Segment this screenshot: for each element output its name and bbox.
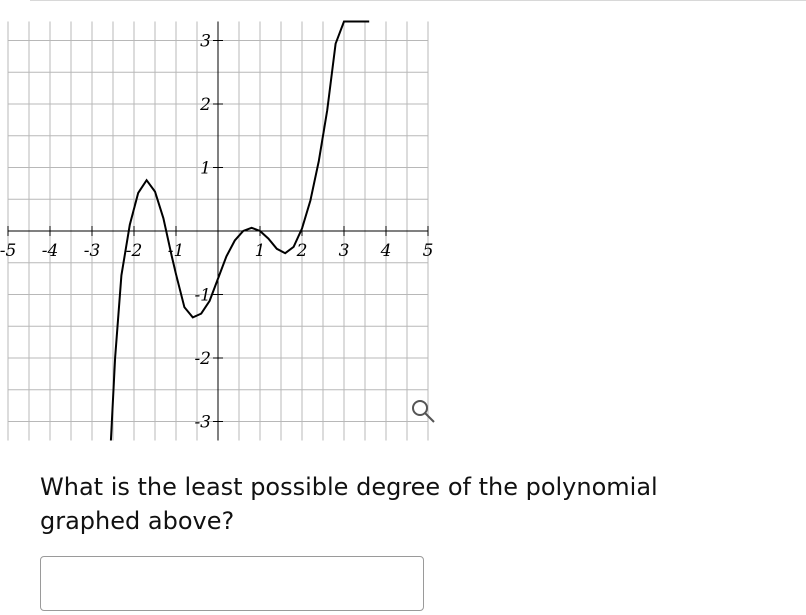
y-tick-label: 1 — [200, 158, 211, 179]
x-tick-label: -4 — [41, 241, 59, 261]
question-text — [40, 470, 740, 538]
tick-labels — [0, 32, 433, 433]
x-tick-label: -3 — [83, 241, 101, 261]
question-line-1: What is the least possible degree of the polynomial — [40, 473, 658, 501]
magnifier-icon[interactable] — [413, 401, 434, 422]
x-tick-label: 5 — [422, 241, 434, 261]
y-tick-label: -1 — [194, 285, 211, 306]
x-tick-label: 1 — [254, 241, 266, 261]
x-tick-label: -2 — [125, 241, 143, 261]
x-tick-label: -1 — [167, 241, 185, 261]
x-tick-label: 3 — [338, 241, 350, 261]
x-tick-label: 4 — [380, 241, 392, 261]
y-tick-label: 2 — [200, 95, 211, 115]
x-tick-label: -5 — [0, 241, 17, 261]
x-tick-label: 2 — [296, 241, 308, 261]
question-line-2: graphed above? — [40, 507, 235, 535]
y-tick-label: 3 — [200, 31, 211, 52]
answer-input[interactable] — [40, 556, 424, 611]
y-tick-label: -3 — [194, 412, 211, 433]
polynomial-graph — [0, 0, 460, 450]
y-tick-label: -2 — [194, 349, 211, 369]
